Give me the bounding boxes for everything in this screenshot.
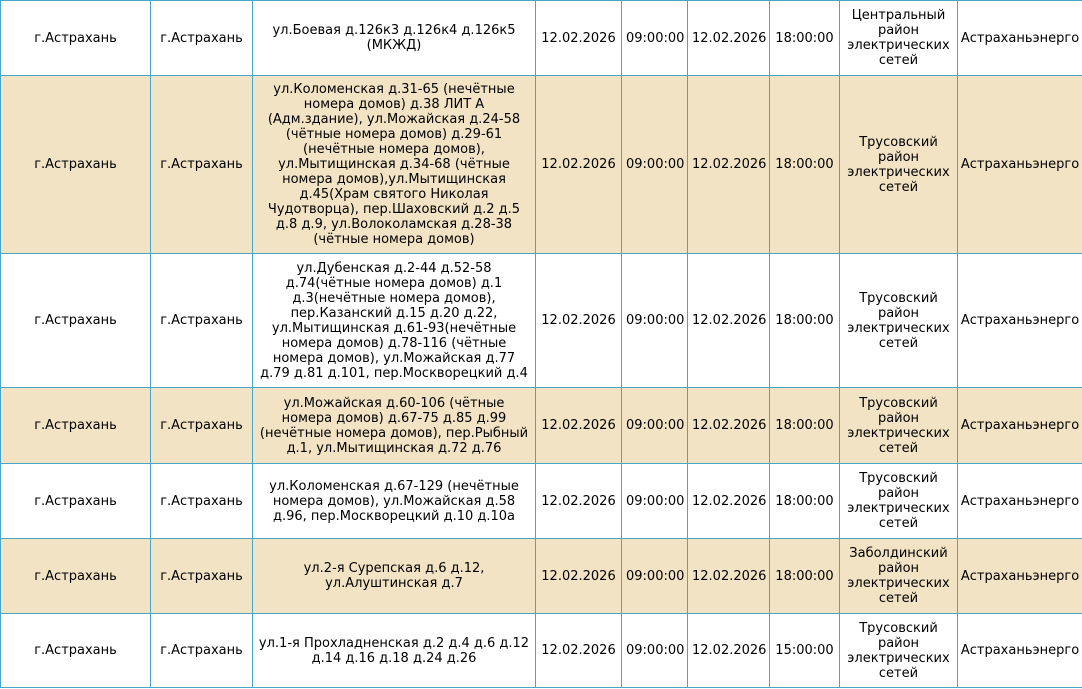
organization-cell: Астраханьэнерго: [958, 539, 1082, 614]
settlement-cell: г.Астрахань: [151, 254, 253, 388]
table-row: [1, 614, 1082, 688]
organization-cell: Астраханьэнерго: [958, 464, 1082, 539]
city-cell: г.Астрахань: [1, 539, 151, 614]
start-time-cell: 09:00:00: [622, 1, 688, 76]
table-row: [1, 76, 1082, 254]
start-date-cell: 12.02.2026: [536, 76, 622, 254]
start-time-cell: 09:00:00: [622, 76, 688, 254]
start-date-cell: 12.02.2026: [536, 464, 622, 539]
district-cell: Заболдинский район электрических сетей: [840, 539, 958, 614]
table-row: [1, 388, 1082, 464]
start-time-cell: 09:00:00: [622, 388, 688, 464]
start-date-cell: 12.02.2026: [536, 254, 622, 388]
address-cell: ул.2-я Сурепская д.6 д.12, ул.Алуштинская д.7: [253, 539, 536, 614]
table-row: [1, 254, 1082, 388]
organization-cell: Астраханьэнерго: [958, 254, 1082, 388]
settlement-cell: г.Астрахань: [151, 388, 253, 464]
settlement-cell: г.Астрахань: [151, 464, 253, 539]
start-time-cell: 09:00:00: [622, 254, 688, 388]
address-cell: ул.Коломенская д.67-129 (нечётные номера домов), ул.Можайская д.58 д.96, пер.Москворецкий д.10 д.10а: [253, 464, 536, 539]
organization-cell: Астраханьэнерго: [958, 1, 1082, 76]
start-date-cell: 12.02.2026: [536, 1, 622, 76]
organization-cell: Астраханьэнерго: [958, 388, 1082, 464]
city-cell: г.Астрахань: [1, 464, 151, 539]
end-time-cell: 18:00:00: [770, 464, 840, 539]
city-cell: г.Астрахань: [1, 254, 151, 388]
table-row: [1, 1, 1082, 76]
end-time-cell: 18:00:00: [770, 539, 840, 614]
table-row: [1, 539, 1082, 614]
address-cell: ул.Боевая д.126к3 д.126к4 д.126к5 (МКЖД): [253, 1, 536, 76]
end-date-cell: 12.02.2026: [688, 254, 770, 388]
settlement-cell: г.Астрахань: [151, 539, 253, 614]
end-time-cell: 18:00:00: [770, 254, 840, 388]
start-date-cell: 12.02.2026: [536, 614, 622, 688]
end-time-cell: 18:00:00: [770, 76, 840, 254]
city-cell: г.Астрахань: [1, 1, 151, 76]
settlement-cell: г.Астрахань: [151, 76, 253, 254]
city-cell: г.Астрахань: [1, 388, 151, 464]
district-cell: Трусовский район электрических сетей: [840, 464, 958, 539]
end-date-cell: 12.02.2026: [688, 539, 770, 614]
district-cell: Трусовский район электрических сетей: [840, 388, 958, 464]
start-date-cell: 12.02.2026: [536, 388, 622, 464]
address-cell: ул.1-я Прохладненская д.2 д.4 д.6 д.12 д.14 д.16 д.18 д.24 д.26: [253, 614, 536, 688]
organization-cell: Астраханьэнерго: [958, 614, 1082, 688]
end-date-cell: 12.02.2026: [688, 388, 770, 464]
end-date-cell: 12.02.2026: [688, 76, 770, 254]
end-date-cell: 12.02.2026: [688, 614, 770, 688]
start-time-cell: 09:00:00: [622, 539, 688, 614]
table-row: [1, 464, 1082, 539]
district-cell: Трусовский район электрических сетей: [840, 614, 958, 688]
start-time-cell: 09:00:00: [622, 464, 688, 539]
settlement-cell: г.Астрахань: [151, 1, 253, 76]
district-cell: Трусовский район электрических сетей: [840, 254, 958, 388]
start-time-cell: 09:00:00: [622, 614, 688, 688]
address-cell: ул.Коломенская д.31-65 (нечётные номера домов) д.38 ЛИТ А (Адм.здание), ул.Можайская д.24-58 (чётные номера домов) д.29-61 (нечётные номера домов), ул.Мытищинская д.34-68 (чётные номера домов),ул.Мытищинская д.45(Храм святого Николая Чудотворца), пер.Шаховский д.2 д.5 д.8 д.9, ул.Волоколамская д.28-38 (чётные номера домов): [253, 76, 536, 254]
end-time-cell: 18:00:00: [770, 388, 840, 464]
end-time-cell: 18:00:00: [770, 1, 840, 76]
city-cell: г.Астрахань: [1, 614, 151, 688]
end-date-cell: 12.02.2026: [688, 464, 770, 539]
address-cell: ул.Дубенская д.2-44 д.52-58 д.74(чётные номера домов) д.1 д.3(нечётные номера домов), пер.Казанский д.15 д.20 д.22, ул.Мытищинская д.61-93(нечётные номера домов) д.78-116 (чётные номера домов), ул.Можайская д.77 д.79 д.81 д.101, пер.Москворецкий д.4: [253, 254, 536, 388]
district-cell: Трусовский район электрических сетей: [840, 76, 958, 254]
end-time-cell: 15:00:00: [770, 614, 840, 688]
address-cell: ул.Можайская д.60-106 (чётные номера домов) д.67-75 д.85 д.99 (нечётные номера домов), пер.Рыбный д.1, ул.Мытищинская д.72 д.76: [253, 388, 536, 464]
district-cell: Центральный район электрических сетей: [840, 1, 958, 76]
settlement-cell: г.Астрахань: [151, 614, 253, 688]
start-date-cell: 12.02.2026: [536, 539, 622, 614]
organization-cell: Астраханьэнерго: [958, 76, 1082, 254]
city-cell: г.Астрахань: [1, 76, 151, 254]
end-date-cell: 12.02.2026: [688, 1, 770, 76]
